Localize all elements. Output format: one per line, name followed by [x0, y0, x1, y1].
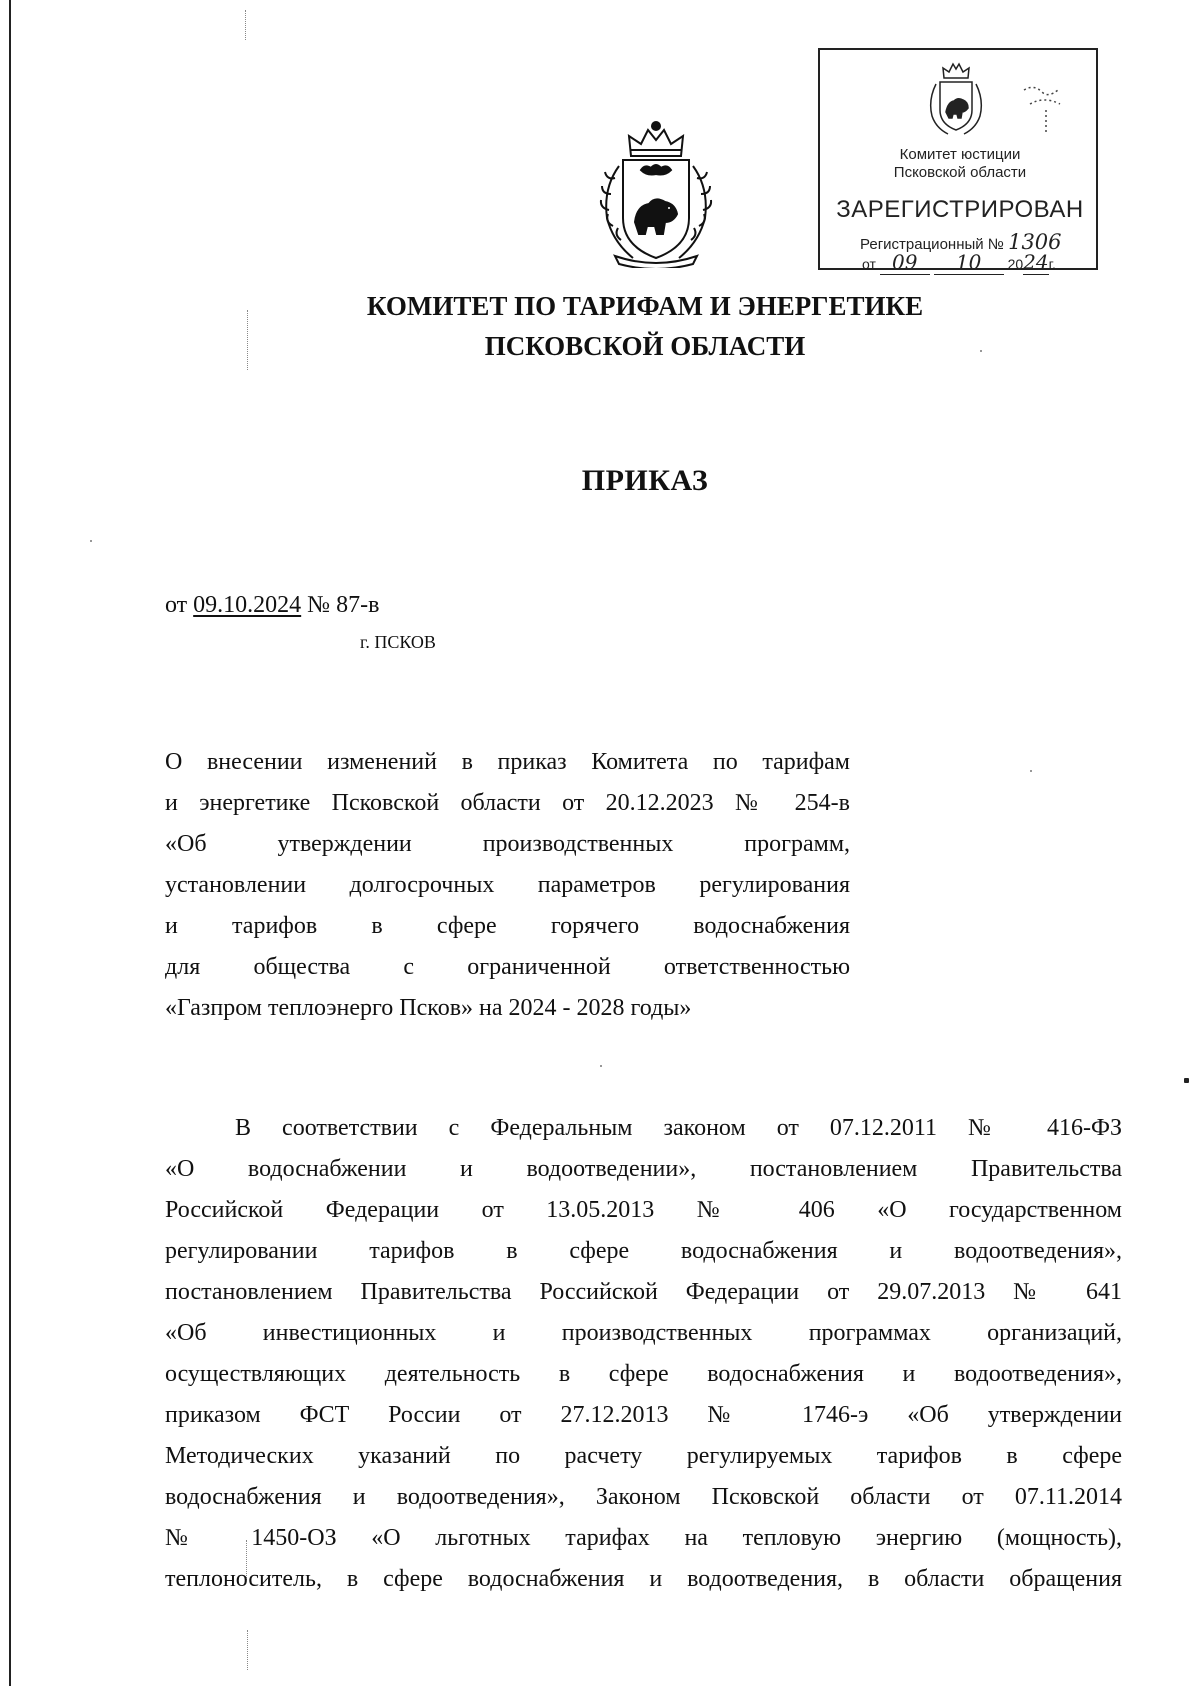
stamp-year-handwritten: 24: [1023, 250, 1049, 274]
body-line: осуществляющих деятельность в сфере водоснабжения и водоотведения»,: [165, 1361, 1122, 1387]
stamp-date: [862, 250, 1056, 275]
stamp-year-prefix: 20: [1007, 256, 1024, 272]
organization-title: [250, 286, 1040, 366]
scan-speck: [90, 540, 92, 542]
document-city: г. ПСКОВ: [360, 632, 436, 652]
body-line: № 1450-ОЗ «О льготных тарифах на тепловую энергию (мощность),: [165, 1525, 1122, 1551]
scan-dots: [247, 310, 249, 370]
stamp-org-line2: Псковской области: [893, 164, 1027, 181]
stamp-year-suffix: г.: [1048, 256, 1056, 272]
scan-dots: [247, 1630, 249, 1670]
registration-stamp: [818, 48, 1098, 274]
stamp-reg-number-handwritten: 1306: [1008, 230, 1062, 254]
scan-speck: [1030, 770, 1032, 772]
scan-speck: [1184, 1078, 1189, 1083]
document-type: ПРИКАЗ: [581, 464, 709, 497]
organization-title-line1: КОМИТЕТ ПО ТАРИФАМ И ЭНЕРГЕТИКЕ: [366, 291, 924, 321]
document-date: 09.10.2024: [193, 592, 302, 618]
document-date-number: [165, 592, 379, 619]
scan-speck: [600, 1065, 602, 1067]
subject-line: и тарифов в сфере горячего водоснабжения: [165, 913, 850, 939]
stamp-date-day: 09: [880, 250, 930, 275]
body-line: «О водоснабжении и водоотведении», постановлением Правительства: [165, 1156, 1122, 1182]
body-line: теплоноситель, в сфере водоснабжения и водоотведения, в области обращения: [165, 1566, 1122, 1592]
stamp-organization: [820, 146, 1100, 182]
coat-of-arms-icon: [585, 118, 727, 268]
subject-line: установлении долгосрочных параметров регулирования: [165, 872, 850, 898]
stamp-coat-of-arms-icon: [924, 60, 988, 140]
body-line: «Об инвестиционных и производственных программах организаций,: [165, 1320, 1122, 1346]
document-body: [165, 1108, 1122, 1600]
document-subject: [165, 742, 850, 1029]
body-line: постановлением Правительства Российской Федерации от 29.07.2013 № 641: [165, 1279, 1122, 1305]
body-line: регулировании тарифов в сфере водоснабжения и водоотведения»,: [165, 1238, 1122, 1264]
document-number: № 87-в: [307, 592, 380, 618]
body-line: Методических указаний по расчету регулируемых тарифов в сфере: [165, 1443, 1122, 1469]
subject-line: для общества с ограниченной ответственностью: [165, 954, 850, 980]
stamp-signature-icon: [1020, 80, 1070, 140]
body-line: водоснабжения и водоотведения», Законом Псковской области от 07.11.2014: [165, 1484, 1122, 1510]
date-prefix: от: [165, 592, 188, 618]
stamp-status: ЗАРЕГИСТРИРОВАН: [836, 196, 1084, 223]
body-line: Российской Федерации от 13.05.2013 № 406 «О государственном: [165, 1197, 1122, 1223]
subject-line: и энергетике Псковской области от 20.12.2023 № 254-в: [165, 790, 850, 816]
subject-line: «Об утверждении производственных программ,: [165, 831, 850, 857]
scan-edge-line: [9, 0, 11, 1686]
stamp-org-line1: Комитет юстиции: [899, 146, 1021, 163]
body-line: приказом ФСТ России от 27.12.2013 № 1746-э «Об утверждении: [165, 1402, 1122, 1428]
body-line: В соответствии с Федеральным законом от 07.12.2011 № 416-ФЗ: [235, 1115, 1122, 1141]
stamp-date-month: 10: [934, 250, 1004, 275]
stamp-date-prefix: от: [862, 256, 876, 272]
subject-line: О внесении изменений в приказ Комитета по тарифам: [165, 749, 850, 775]
scan-dots: [245, 10, 247, 40]
subject-line: «Газпром теплоэнерго Псков» на 2024 - 2028 годы»: [165, 995, 692, 1021]
stamp-reg-label: Регистрационный №: [860, 236, 1004, 253]
organization-title-line2: ПСКОВСКОЙ ОБЛАСТИ: [484, 331, 806, 361]
